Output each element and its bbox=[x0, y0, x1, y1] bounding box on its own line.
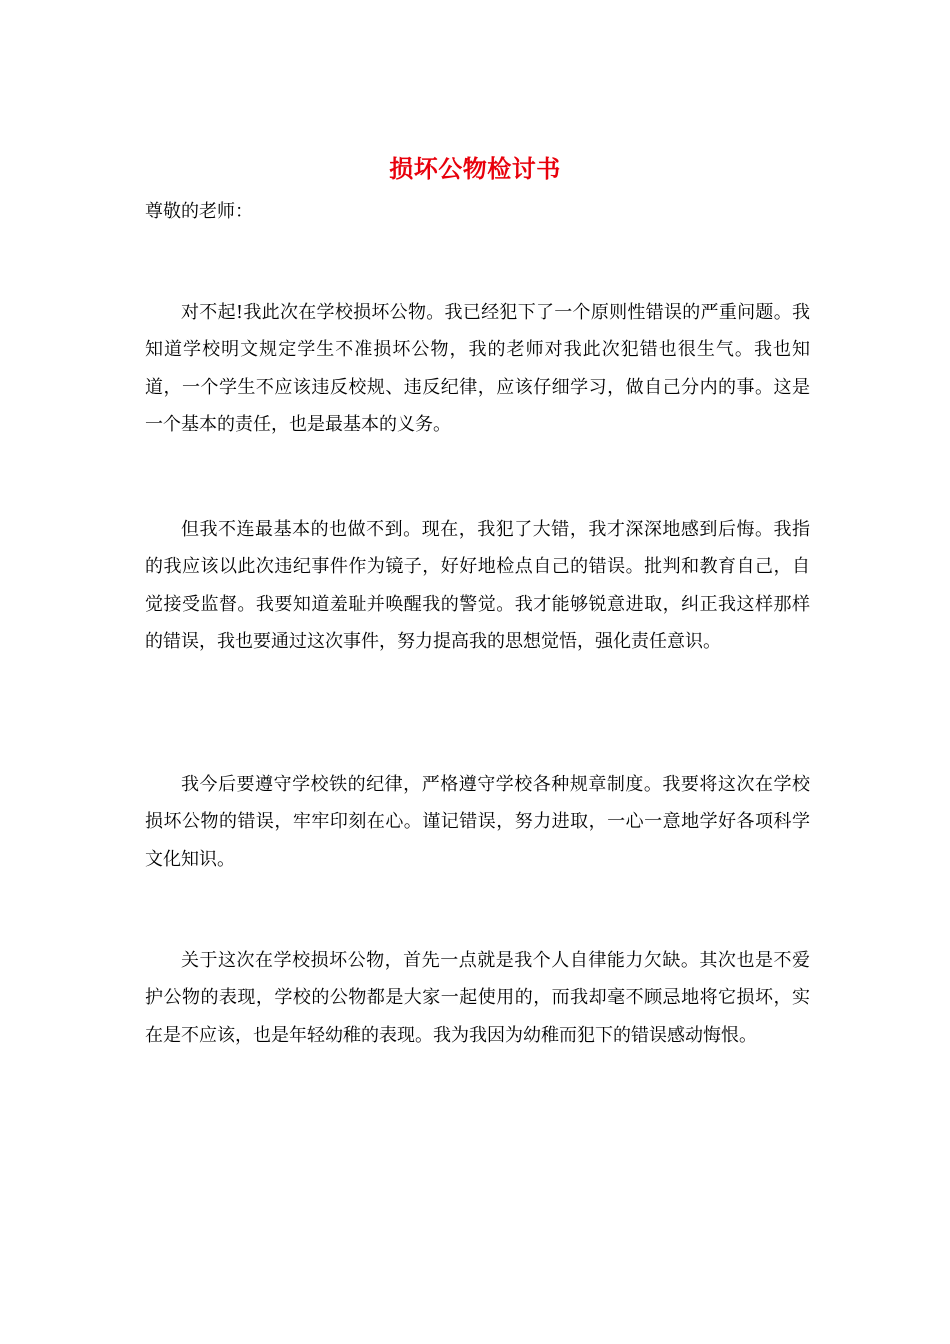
body-paragraph-2: 但我不连最基本的也做不到。现在，我犯了大错，我才深深地感到后悔。我指的我应该以此次违纪事件作为镜子，好好地检点自己的错误。批判和教育自己，自觉接受监督。我要知道羞耻并唤醒我的警觉。我才能够锐意进取，纠正我这样那样的错误，我也要通过这次事件，努力提高我的思想觉悟，强化责任意识。 bbox=[145, 519, 810, 652]
body-paragraph-3: 我今后要遵守学校铁的纪律，严格遵守学校各种规章制度。我要将这次在学校损坏公物的错误，牢牢印刻在心。谨记错误，努力进取，一心一意地学好各项科学文化知识。 bbox=[145, 774, 810, 870]
salutation: 尊敬的老师： bbox=[145, 201, 253, 222]
document-title: 损坏公物检讨书 bbox=[389, 154, 561, 183]
body-paragraph-1: 对不起!我此次在学校损坏公物。我已经犯下了一个原则性错误的严重问题。我知道学校明文规定学生不准损坏公物，我的老师对我此次犯错也很生气。我也知道，一个学生不应该违反校规、违反纪律，应该仔细学习，做自己分内的事。这是一个基本的责任，也是最基本的义务。 bbox=[145, 302, 810, 435]
body-paragraph-4: 关于这次在学校损坏公物，首先一点就是我个人自律能力欠缺。其次也是不爱护公物的表现，学校的公物都是大家一起使用的，而我却毫不顾忌地将它损坏，实在是不应该，也是年轻幼稚的表现。我为我因为幼稚而犯下的错误感动悔恨。 bbox=[145, 950, 810, 1046]
